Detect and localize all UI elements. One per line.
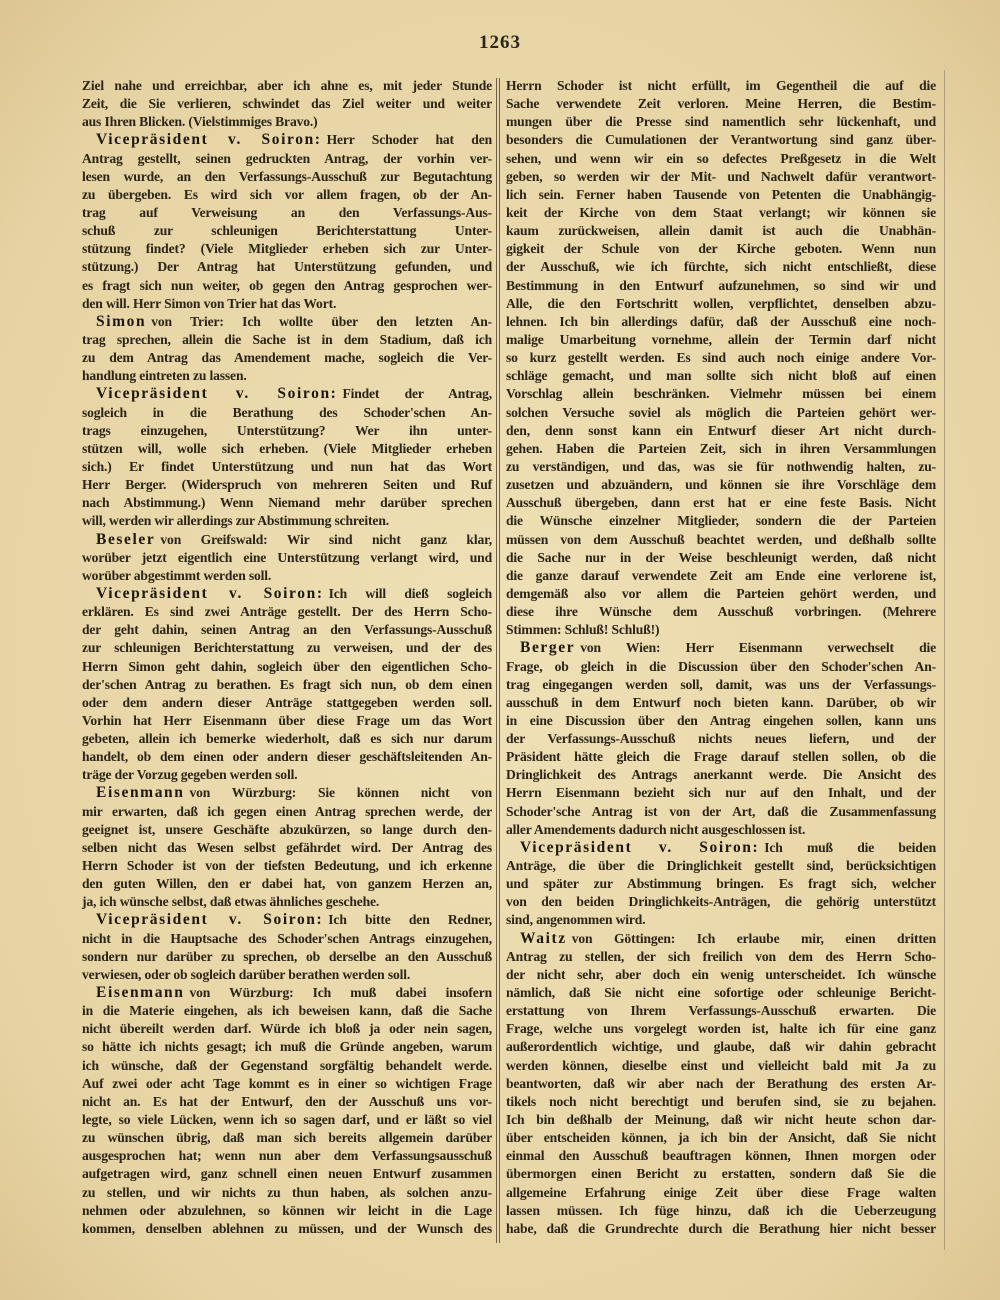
text-line — [82, 930, 492, 948]
line-text: Findet der Antrag, — [342, 386, 492, 402]
speaker-line — [82, 784, 492, 802]
line-text: Ziel nahe und erreichbar, aber ich ahne es, mit jeder Stunde — [82, 78, 492, 93]
text-line — [82, 1184, 492, 1202]
text-line — [506, 258, 936, 276]
line-text: es fragt sich nun weiter, ob gegen den Antrag gesprochen wer- — [82, 277, 492, 293]
line-text: müssen von dem Ausschuß beachtet werden, und deßhalb sollte — [506, 531, 936, 547]
line-text: der'schen Antrag zu berathen. Es fragt sich nun, ob dem einen — [82, 676, 492, 692]
line-text: der Verfassungs-Ausschuß nichts neues liefern, und der — [506, 731, 936, 747]
speaker-name: Waitz — [520, 929, 567, 947]
line-text: kaum zurückweisen, allein damit ist auch die Unabhän- — [506, 223, 936, 239]
line-text: zu übergeben. Es wird sich vor allem fragen, ob der An- — [82, 186, 492, 202]
line-text: der nicht sehr, aber doch ein wenig unterscheidet. Ich wünsche — [506, 966, 936, 982]
line-text: handlung eintreten zu lassen. — [82, 368, 247, 384]
line-text: zusetzen und abzuändern, und können sie ihre Vorschläge dem — [506, 477, 936, 493]
line-text: Schoder'sche Antrag ist von der Art, daß die Zusammenfassung — [506, 803, 936, 819]
text-line — [506, 349, 936, 367]
text-line — [82, 712, 492, 730]
text-line — [506, 658, 936, 676]
text-line — [82, 567, 492, 585]
text-line — [506, 240, 936, 258]
line-text: worüber abgestimmt werden soll. — [82, 567, 272, 583]
line-text: allgemeine Erfahrung einige Zeit über diese Frage walten — [506, 1184, 936, 1200]
line-text: kommen, denselben ablehnen zu müssen, und der Wunsch des — [82, 1220, 492, 1236]
line-text: geeignet ist, unsere Geschäfte abzukürzen, so lange durch den- — [82, 821, 492, 837]
text-line — [82, 367, 492, 385]
text-line — [506, 313, 936, 331]
text-line — [506, 1057, 936, 1075]
line-text: der Ausschuß, wie ich fürchte, sich nicht entschließt, diese — [506, 259, 936, 275]
line-text: von Wien: Herr Eisenmann verwechselt die — [580, 640, 936, 656]
line-text: Herrn Eisenmann bezieht sich nur auf den Inhalt, und der — [506, 785, 936, 801]
line-text: die ganze darauf verwendete Zeit am Ende eine verlorene ist, — [506, 567, 936, 583]
line-text: zu verständigen, und das, was sie für nothwendig halten, zu- — [506, 458, 936, 474]
text-line — [82, 331, 492, 349]
text-line — [82, 440, 492, 458]
line-text: so kurz gestellt werden. Es sind auch noch einige andere Vor- — [506, 350, 936, 366]
line-text: einmal den Ausschuß beauftragen können, Ihnen morgen oder — [506, 1148, 936, 1164]
line-text: der geht dahin, seinen Antrag an den Verfassungs-Ausschuß — [82, 622, 492, 638]
line-text: Frage, ob gleich in die Discussion über den Schoder'schen An- — [506, 658, 936, 674]
text-line — [82, 694, 492, 712]
text-line — [82, 948, 492, 966]
line-text: schläge gemacht, und man sollte sich nicht bloß auf einen — [506, 368, 936, 384]
text-line — [506, 966, 936, 984]
text-line — [82, 966, 492, 984]
line-text: zur schleunigen Berichterstattung zu verweisen, und der des — [82, 640, 492, 656]
page-edge-line — [944, 70, 945, 1250]
text-line — [82, 113, 492, 131]
text-line — [506, 1165, 936, 1183]
text-line — [82, 857, 492, 875]
speaker-name: Vicepräsident v. Soiron: — [96, 911, 324, 929]
text-line — [506, 567, 936, 585]
text-line — [82, 77, 492, 95]
speaker-name: Vicepräsident v. Soiron: — [96, 584, 324, 602]
line-text: Ich will dieß sogleich — [328, 585, 492, 601]
line-text: und später zur Abstimmung bringen. Es fragt sich, welcher — [506, 876, 936, 892]
text-line — [506, 549, 936, 567]
column-divider — [496, 78, 500, 1243]
text-line — [506, 186, 936, 204]
speaker-line — [82, 531, 492, 549]
line-text: aller Amendements dadurch nicht ausgeschlossen ist. — [506, 821, 806, 837]
text-line — [82, 893, 492, 911]
text-line — [82, 875, 492, 893]
line-text: demgemäß also vor allem die Parteien gehört werden, und — [506, 585, 936, 601]
line-text: Frage, welche uns vorgelegt worden ist, halte ich für eine ganz — [506, 1021, 936, 1037]
line-text: Zeit, die Sie verlieren, schwindet das Ziel weiter und weiter — [82, 96, 492, 112]
text-line — [82, 639, 492, 657]
text-line — [506, 766, 936, 784]
speaker-name: Berger — [520, 639, 576, 657]
speaker-name: Vicepräsident v. Soiron: — [520, 838, 760, 856]
text-line — [506, 1038, 936, 1056]
speaker-line — [506, 639, 936, 657]
line-text: lesen wurde, an den Verfassungs-Ausschuß zur Begutachtung — [82, 168, 492, 184]
line-text: solchen Versuche soviel als möglich die Parteien gehört wer- — [506, 404, 936, 420]
text-line — [506, 694, 936, 712]
text-line — [82, 549, 492, 567]
text-line — [82, 603, 492, 621]
line-text: oder dem andern dieser Anträge stattgegeben werden soll. — [82, 694, 492, 710]
speaker-line — [82, 131, 492, 149]
text-line — [82, 150, 492, 168]
text-line — [506, 1129, 936, 1147]
text-line — [506, 494, 936, 512]
line-text: besonders die Cumulationen der Verantwortung sind ganz über- — [506, 132, 936, 148]
text-line — [506, 204, 936, 222]
line-text: über entscheiden können, ja ich bin der Ansicht, daß Sie nicht — [506, 1130, 936, 1146]
text-line — [506, 385, 936, 403]
text-line — [82, 1038, 492, 1056]
text-line — [506, 585, 936, 603]
line-text: nehmen oder abzulehnen, so können wir leicht in die Lage — [82, 1202, 492, 1218]
line-text: ausschuß in dem Entwurf noch bieten kann. Darüber, ob wir — [506, 694, 936, 710]
text-line — [506, 875, 936, 893]
text-line — [506, 531, 936, 549]
text-line — [82, 1220, 492, 1238]
line-text: übermorgen einen Bericht zu erstatten, sondern daß Sie die — [506, 1166, 936, 1182]
line-text: ja, ich wünsche selbst, daß etwas ähnliches geschehe. — [82, 894, 380, 910]
line-text: Herrn Simon geht dahin, sogleich über den eigentlichen Scho- — [82, 658, 492, 674]
line-text: aufgetragen wird, ganz schnell einen neuen Entwurf zusammen — [82, 1166, 492, 1182]
line-text: träge der Vorzug gegeben werden soll. — [82, 767, 298, 783]
text-line — [82, 204, 492, 222]
line-text: will, werden wir allerdings zur Abstimmung schreiten. — [82, 513, 389, 529]
line-text: den guten Willen, den er dabei hat, von ganzem Herzen an, — [82, 876, 492, 892]
line-text: stützen will, wolle sich erheben. (Viele Mitglieder erheben — [82, 440, 492, 456]
line-text: sondern nur darüber zu sprechen, ob derselbe an den Ausschuß — [82, 948, 492, 964]
line-text: gebeten, allein ich bemerke wiederholt, daß es sich nur darum — [82, 731, 492, 747]
text-line — [82, 1057, 492, 1075]
text-line — [506, 1075, 936, 1093]
text-line — [506, 458, 936, 476]
line-text: Bestimmung in den Entwurf aufzunehmen, so sind wir und — [506, 277, 936, 293]
line-text: in eine Discussion über den Antrag eingehen sollen, kann uns — [506, 712, 936, 728]
speaker-line — [82, 911, 492, 929]
text-line — [82, 95, 492, 113]
text-line — [82, 1002, 492, 1020]
text-line — [82, 295, 492, 313]
line-text: diese ihre Wünsche dem Ausschuß vorbringen. (Mehrere — [506, 604, 936, 620]
line-text: Ich bin deßhalb der Meinung, daß wir nicht heute schon dar- — [506, 1112, 936, 1128]
line-text: Stimmen: Schluß! Schluß!) — [506, 622, 660, 638]
line-text: schuß zur schleunigen Berichterstattung Unter- — [82, 223, 492, 239]
text-line — [506, 422, 936, 440]
text-line — [82, 676, 492, 694]
line-text: Herrn Schoder ist von der tiefsten Bedeutung, und ich erkenne — [82, 858, 492, 874]
text-line — [506, 404, 936, 422]
speaker-line — [82, 585, 492, 603]
text-line — [82, 1165, 492, 1183]
line-text: Sache verwendete Zeit verloren. Meine Herren, die Bestim- — [506, 96, 936, 112]
line-text: von Würzburg: Ich muß dabei insofern — [189, 985, 492, 1001]
text-line — [506, 603, 936, 621]
text-line — [82, 168, 492, 186]
line-text: legte, so viele Lücken, wenn ich so sagen darf, und er läßt so viel — [82, 1112, 492, 1128]
line-text: von Greifswald: Wir sind nicht ganz klar, — [160, 531, 492, 547]
text-line — [506, 295, 936, 313]
line-text: trags einzugehen, Unterstützung? Wer ihn unter- — [82, 422, 492, 438]
line-text: lehnen. Ich bin allerdings dafür, daß der Ausschuß eine noch- — [506, 313, 936, 329]
text-line — [82, 277, 492, 295]
line-text: gehen. Haben die Parteien Zeit, sich in ihren Versammlungen — [506, 440, 936, 456]
line-text: sogleich in die Berathung des Schoder'schen An- — [82, 404, 492, 420]
text-line — [506, 1002, 936, 1020]
text-line — [82, 1111, 492, 1129]
line-text: von Göttingen: Ich erlaube mir, einen dritten — [571, 930, 936, 946]
line-text: die Sache nur in der Weise beschleunigt werden, daß nicht — [506, 549, 936, 565]
line-text: stützung.) Der Antrag hat Unterstützung gefunden, und — [82, 259, 492, 275]
line-text: sind, angenommen wird. — [506, 912, 646, 928]
text-line — [82, 748, 492, 766]
line-text: sehen, und wenn wir ein so defectes Preßgesetz in die Welt — [506, 150, 936, 166]
line-text: gigkeit der Schule von der Kirche geboten. Wenn nun — [506, 241, 936, 257]
line-text: von Würzburg: Sie können nicht von — [189, 785, 492, 801]
line-text: Dringlichkeit des Antrags anerkannt werde. Die Ansicht des — [506, 767, 936, 783]
text-line — [506, 476, 936, 494]
text-line — [506, 1111, 936, 1129]
text-line — [506, 893, 936, 911]
line-text: tikels noch nicht berechtigt und berufen sind, sie zu bejahen. — [506, 1093, 936, 1109]
line-text: nicht in die Hauptsache des Schoder'schen Antrags einzugehen, — [82, 930, 492, 946]
text-line — [82, 422, 492, 440]
text-line — [506, 331, 936, 349]
text-line — [506, 222, 936, 240]
text-line — [506, 948, 936, 966]
speaker-name: Simon — [96, 312, 147, 330]
line-text: Herrn Schoder ist nicht erfüllt, im Gegentheil die auf die — [506, 78, 936, 93]
text-line — [506, 277, 936, 295]
text-line — [82, 658, 492, 676]
text-line — [82, 512, 492, 530]
line-text: keit der Kirche von dem Staat verlangt; wir können sie — [506, 204, 936, 220]
line-text: ich wünsche, daß der Gegenstand sorgfältig behandelt werde. — [82, 1057, 492, 1073]
line-text: lich sein. Ferner haben Tausende von Petenten die Unabhängig- — [506, 186, 936, 202]
text-line — [506, 367, 936, 385]
line-text: sich.) Er findet Unterstützung und nun hat das Wort — [82, 458, 492, 474]
line-text: Ich bitte den Redner, — [328, 912, 492, 928]
line-text: von Trier: Ich wollte über den letzten An- — [151, 313, 492, 329]
text-line — [506, 784, 936, 802]
text-line — [82, 186, 492, 204]
text-line — [82, 258, 492, 276]
text-line — [82, 240, 492, 258]
text-line — [506, 440, 936, 458]
line-text: habe, daß die Grundrechte durch die Berathung hier nicht besser — [506, 1220, 936, 1236]
speaker-line — [506, 930, 936, 948]
text-line — [82, 1075, 492, 1093]
text-line — [506, 803, 936, 821]
text-line — [82, 349, 492, 367]
line-text: trag sprechen, allein die Sache ist in dem Stadium, daß ich — [82, 331, 492, 347]
text-line — [82, 1093, 492, 1111]
line-text: in die Materie eingehen, als ich beweisen kann, daß die Sache — [82, 1003, 492, 1019]
line-text: malige Umarbeitung vornehme, allein der Termin darf nicht — [506, 331, 936, 347]
line-text: Auf zwei oder acht Tage kommt es in einer so wichtigen Frage — [82, 1075, 492, 1091]
text-line — [82, 458, 492, 476]
text-line — [506, 168, 936, 186]
page-number: 1263 — [479, 32, 521, 53]
line-text: werden können, dieselbe einst und vielleicht bald mit Ja zu — [506, 1057, 936, 1073]
line-text: erstattung von Ihrem Verfassungs-Ausschuß erwarten. Die — [506, 1003, 936, 1019]
line-text: verwiesen, oder ob sogleich darüber berathen werden soll. — [82, 966, 411, 982]
line-text: außerordentlich wichtige, und glaube, daß wir dahin gebracht — [506, 1039, 936, 1055]
line-text: lassen müssen. Ich füge hinzu, daß ich die Ueberzeugung — [506, 1202, 936, 1218]
line-text: trag auf Verweisung an den Verfassungs-Aus- — [82, 204, 492, 220]
speaker-name: Vicepräsident v. Soiron: — [96, 131, 322, 149]
text-line — [82, 1202, 492, 1220]
text-line — [506, 730, 936, 748]
text-line — [82, 766, 492, 784]
line-text: Vorhin hat Herr Eisenmann über diese Frage um das Wort — [82, 712, 492, 728]
line-text: nämlich, daß Sie nicht eine sofortige oder schleunige Bericht- — [506, 985, 936, 1001]
line-text: Antrag gestellt, seinen gedruckten Antrag, der vorhin ver- — [82, 150, 492, 166]
line-text: Ausschuß übergeben, dann erst hat er eine feste Basis. Nicht — [506, 495, 936, 511]
text-line — [506, 748, 936, 766]
speaker-name: Eisenmann — [96, 784, 185, 802]
text-line — [82, 839, 492, 857]
text-line — [82, 1147, 492, 1165]
line-text: den will. Herr Simon von Trier hat das Wort. — [82, 295, 337, 311]
right-column — [506, 77, 936, 1238]
speaker-line — [82, 313, 492, 331]
text-line — [506, 984, 936, 1002]
text-line — [506, 676, 936, 694]
line-text: den, denn sonst kann ein Entwurf dieser Art nicht durch- — [506, 422, 936, 438]
line-text: Vorschlag allein beschränken. Vielmehr müssen bei einem — [506, 386, 936, 402]
line-text: mir erwarten, daß ich gegen einen Antrag sprechen werde, der — [82, 803, 492, 819]
text-line — [506, 621, 936, 639]
text-line — [506, 712, 936, 730]
line-text: geben, so werden wir der Mit- und Nachwelt dafür verantwort- — [506, 168, 936, 184]
text-line — [82, 404, 492, 422]
text-line — [82, 222, 492, 240]
text-line — [506, 77, 936, 95]
line-text: Herr Berger. (Widerspruch von mehreren Seiten und Ruf — [82, 477, 492, 493]
line-text: nicht übereilt werden darf. Würde ich bloß ja oder nein sagen, — [82, 1021, 492, 1037]
speaker-line — [506, 839, 936, 857]
line-text: selben nicht das Wesen selbst gefährdet wird. Der Antrag des — [82, 839, 492, 855]
text-line — [506, 131, 936, 149]
line-text: Anträge, die über die Dringlichkeit gestellt sind, berücksichtigen — [506, 858, 936, 874]
text-line — [506, 113, 936, 131]
line-text: die Wünsche einzelner Mitglieder, sondern die der Parteien — [506, 513, 936, 529]
text-line — [506, 512, 936, 530]
left-column — [82, 77, 492, 1238]
text-line — [82, 1129, 492, 1147]
line-text: nicht an. Es hat der Entwurf, den der Ausschuß uns vor- — [82, 1093, 492, 1109]
text-line — [82, 730, 492, 748]
line-text: ausgesprochen hat; wenn nun aber dem Verfassungsausschuß — [82, 1148, 492, 1164]
line-text: Alle, die den Fortschritt wollen, verpflichtet, denselben abzu- — [506, 295, 936, 311]
text-line — [506, 1147, 936, 1165]
text-line — [506, 95, 936, 113]
text-line — [506, 911, 936, 929]
line-text: Herr Schoder hat den — [326, 132, 492, 148]
line-text: beantworten, daß wir aber nach der Berathung des ersten Ar- — [506, 1075, 936, 1091]
text-line — [506, 857, 936, 875]
line-text: aus Ihren Blicken. (Vielstimmiges Bravo.) — [82, 114, 318, 130]
line-text: worüber jetzt eigentlich eine Unterstützung verlangt wird, und — [82, 549, 492, 565]
text-line — [82, 1020, 492, 1038]
line-text: erklären. Es sind zwei Anträge gestellt. Der des Herrn Scho- — [82, 604, 492, 620]
speaker-line — [82, 984, 492, 1002]
text-line — [506, 1020, 936, 1038]
line-text: Präsident hätte gleich die Frage darauf stellen sollen, ob die — [506, 749, 936, 765]
text-line — [506, 1093, 936, 1111]
text-line — [82, 476, 492, 494]
text-line — [82, 621, 492, 639]
line-text: trag eingegangen werden soll, damit, was uns der Verfassungs- — [506, 676, 936, 692]
line-text: Antrag zu stellen, der sich freilich von dem des Herrn Scho- — [506, 948, 936, 964]
line-text: so hätte ich nichts gesagt; ich muß die Gründe angeben, warum — [82, 1039, 492, 1055]
line-text: handelt, ob dem einen oder andern dieser geschäftsleitenden An- — [82, 749, 492, 765]
line-text: stützung findet? (Viele Mitglieder erheben sich zur Unter- — [82, 241, 492, 257]
text-line — [82, 821, 492, 839]
line-text: zu dem Antrag das Amendement mache, sogleich die Ver- — [82, 350, 492, 366]
speaker-name: Vicepräsident v. Soiron: — [96, 385, 338, 403]
text-line — [506, 1220, 936, 1238]
speaker-name: Eisenmann — [96, 984, 185, 1002]
text-line — [506, 1202, 936, 1220]
text-line — [506, 1184, 936, 1202]
line-text: Ich muß die beiden — [764, 839, 936, 855]
line-text: von den beiden Dringlichkeits-Anträgen, die gehörig unterstützt — [506, 894, 936, 910]
text-line — [82, 494, 492, 512]
text-line — [506, 821, 936, 839]
speaker-line — [82, 385, 492, 403]
line-text: nach Abstimmung.) Wenn Niemand mehr darüber sprechen — [82, 495, 492, 511]
line-text: mungen über die Presse sind namentlich sehr lückenhaft, und — [506, 114, 936, 130]
line-text: zu stellen, und wir nichts zu thun haben, als solchen anzu- — [82, 1184, 492, 1200]
speaker-name: Beseler — [96, 530, 156, 548]
text-line — [82, 803, 492, 821]
line-text: zu wünschen übrig, daß man sich bereits allgemein darüber — [82, 1130, 492, 1146]
text-line — [506, 150, 936, 168]
